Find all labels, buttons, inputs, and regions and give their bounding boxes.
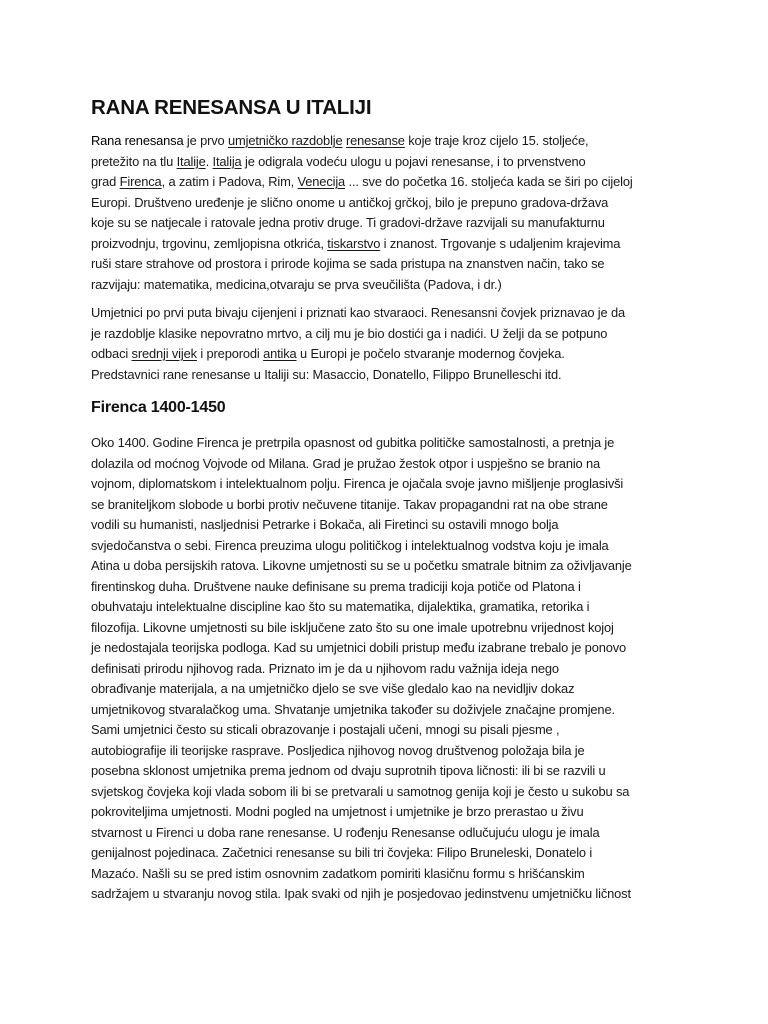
body-line: genijalnost pojedinaca. Začetnici renesanse su bili tri čovjeka: Filipo Bruneleski, Donatelo i <box>91 845 593 860</box>
paragraph-line: Predstavnici rane renesanse u Italiji su: Masaccio, Donatello, Filippo Brunelleschi itd. <box>91 366 562 382</box>
body-line: svjetskog čovjeka koji vlada sobom ili bi se pretvarali u samotnog genija koji je često u sukobu sa <box>91 783 630 799</box>
text-span: ... sve do početka 16. stoljeća kada se širi po cijeloj <box>345 174 633 189</box>
section-heading: Firenca 1400-1450 <box>91 399 226 416</box>
intro-line <box>91 152 691 173</box>
text-span: , a zatim i Padova, Rim, <box>161 174 298 189</box>
lead-term: Rana renesansa <box>91 133 184 148</box>
body-line: je nedostajala teorijska podloga. Kad su umjetnici dobili pristup među izabrane trebalo je ponovo <box>91 640 627 655</box>
body-line: filozofija. Likovne umjetnosti su bile isključene zato što su one imale upotrebnu vrijednost kojoj <box>91 619 614 635</box>
body-line: Mazaćo. Našli su se pred istim osnovnim zadatkom pomiriti klasičnu formu s hrišćanskim <box>91 865 585 881</box>
body-line: stvarnost u Firenci u doba rane renesanse. U rođenju Renesanse odlučujuću ulogu je imala <box>91 824 600 840</box>
intro-line: ruši stare strahove od prostora i prirode kojima se sada pristupa na znanstven način, tako se <box>91 256 605 271</box>
body-line: vodili su humanisti, nasljednisi Petrarke i Bokača, ali Firetinci su ostavili mnogo bolja <box>91 517 559 532</box>
document-title: RANA RENESANSA U ITALIJI <box>91 96 372 119</box>
text-span: pretežito na tlu <box>91 153 177 169</box>
body-line: obrađivanje materijala, a na umjetničko djelo se sve više gledalo kao na nevidljiv dokaz <box>91 681 575 696</box>
intro-line <box>91 234 691 255</box>
link-tiskarstvo[interactable]: tiskarstvo <box>327 235 381 251</box>
text-span: odbaci <box>91 346 132 361</box>
intro-paragraph <box>91 131 691 295</box>
text-span: i znanost. Trgovanje s udaljenim krajevima <box>380 235 621 251</box>
second-paragraph <box>91 303 691 385</box>
body-line: firentinskog duha. Društvene nauke definisane su prema tradiciji koja potiče od Platona i <box>91 578 581 594</box>
body-line: svjedočanstva o sebi. Firenca preuzima ulogu političkog i intelektualnog vodstva koju je imala <box>91 537 609 553</box>
text-span: . <box>205 153 213 169</box>
link-italija[interactable]: Italija <box>212 153 242 169</box>
body-line: autobiografije ili teorijske rasprave. Posljedica njihovog novog društvenog položaja bila je <box>91 742 585 758</box>
paragraph-line: Umjetnici po prvi puta bivaju cijenjeni i priznati kao stvaraoci. Renesansni čovjek priznavao je da <box>91 305 625 320</box>
body-line: posebna sklonost umjetnika prema jednom od dvaju suprotnih tipova ličnosti: ili bi se razvili u <box>91 763 606 778</box>
body-line: pokroviteljima umjetnosti. Modni pogled na umjetnost i umjetnike je brzo prerastao u živu <box>91 804 584 819</box>
text-span: grad <box>91 174 120 189</box>
body-line: vojnom, diplomatskom i intelektualnom polju. Firenca je ojačala svoje javno mišljenje proglasivši <box>91 476 624 491</box>
text-span: je prvo <box>183 133 229 148</box>
intro-line: koje su se natjecale i ratovale jedna protiv druge. Ti gradovi-države razvijali su manufakturnu <box>91 215 605 230</box>
body-line: Atina u doba persijskih ratova. Likovne umjetnosti su se u početku smatrale bitnim za oživljavanje <box>91 558 632 573</box>
text-span: koje traje kroz cijelo 15. stoljeće, <box>404 133 589 148</box>
body-line: Sami umjetnici često su sticali obrazovanje i postajali učeni, mnogi su pisali pjesme , <box>91 722 560 737</box>
text-span: u Europi je počelo stvaranje modernog čovjeka. <box>296 346 565 361</box>
link-venecija[interactable]: Venecija <box>297 174 346 189</box>
intro-line: Europi. Društveno uređenje je slično onome u antičkoj grčkoj, bilo je prepuno gradova-država <box>91 194 609 210</box>
body-line: definisati prirodu njihovog rada. Priznato im je da u njihovom radu važnija ideja nego <box>91 660 559 676</box>
link-renesanse[interactable]: renesanse <box>345 133 405 148</box>
link-umjetnicko-razdoblje[interactable]: umjetničko razdoblje <box>228 133 343 148</box>
intro-line <box>91 172 691 193</box>
paragraph-line <box>91 344 691 365</box>
body-line: Oko 1400. Godine Firenca je pretrpila opasnost od gubitka političke samostalnosti, a pretnja je <box>91 435 615 450</box>
text-span: proizvodnju, trgovinu, zemljopisna otkrića, <box>91 235 328 251</box>
document-page <box>91 93 691 913</box>
body-line: sadržajem u stvaranju novog stila. Ipak svaki od njih je posjedovao jedinstvenu umjetničku ličnost <box>91 886 631 901</box>
link-antika[interactable]: antika <box>263 346 297 361</box>
body-line: umjetnikovog stvaralačkog uma. Shvatanje umjetnika također su doživjele značajne promjene. <box>91 701 615 717</box>
text-span: i preporodi <box>196 346 264 361</box>
intro-line: razvijaju: matematika, medicina,otvaraju se prva sveučilišta (Padova, i dr.) <box>91 276 502 292</box>
body-line: dolazila od moćnog Vojvode od Milana. Grad je pružao žestok otpor i uspješno se branio na <box>91 455 601 471</box>
link-firenca[interactable]: Firenca <box>119 174 162 189</box>
link-srednji-vijek[interactable]: srednji vijek <box>131 346 197 361</box>
intro-line <box>91 131 691 152</box>
paragraph-line: je razdoblje klasike nepovratno mrtvo, a cilj mu je bio dostići ga i nadići. U želji da se potpuno <box>91 325 608 341</box>
body-line: obuhvataju intelektualne discipline kao što su matematika, dijalektika, gramatika, retorika i <box>91 599 590 614</box>
body-paragraph <box>91 433 691 905</box>
body-line: se braniteljkom slobode u borbi protiv nečuvene titanije. Takav propagandni rat na obe strane <box>91 496 608 512</box>
text-span: je odigrala vodeću ulogu u pojavi renesanse, i to prvenstveno <box>241 153 586 169</box>
link-italije[interactable]: Italije <box>176 153 206 169</box>
